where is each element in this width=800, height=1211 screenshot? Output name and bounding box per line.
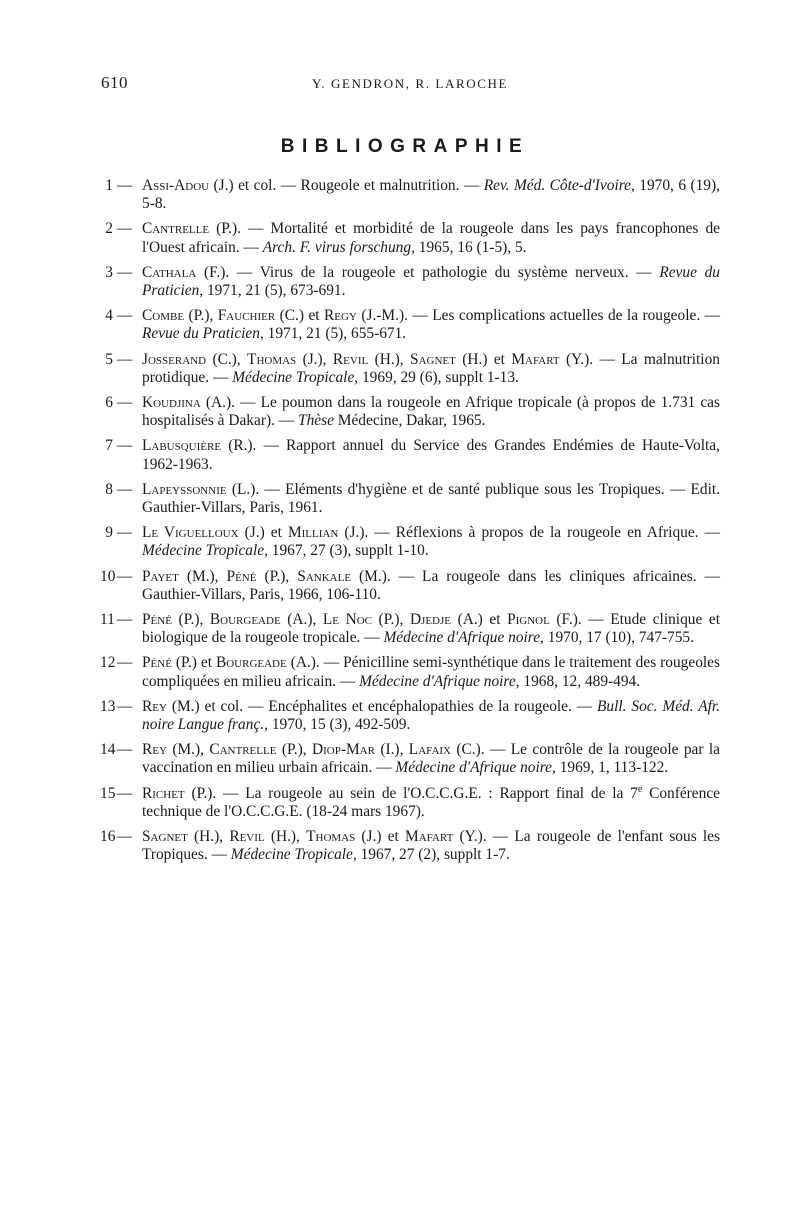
entry-text	[142, 481, 720, 517]
source-title: Médecine d'Afrique noire,	[383, 629, 544, 647]
entry-number: 1 —	[100, 177, 142, 213]
entry-text-part: (R.). — Rapport annuel du Service des Grandes Endémies de Haute-Volta, 1962-1963.	[142, 437, 720, 473]
entry-text	[142, 437, 720, 473]
entry-text	[142, 568, 720, 604]
entry-text-part: (P.),	[256, 567, 298, 585]
entry-number: 7 —	[100, 437, 142, 473]
entry-text-part: (P.),	[371, 611, 410, 629]
entry-text-part: (Y.). — La malnutrition protidique. —	[142, 350, 720, 386]
entry-text-part: 1971, 21 (5), 673-691.	[203, 282, 346, 300]
author-name: Lafaix	[408, 741, 451, 759]
entry-number-value: 9	[105, 524, 113, 542]
entry-text	[142, 611, 720, 647]
entry-number-value: 4	[105, 307, 113, 325]
entry-text-part: 1970, 15 (3), 492-509.	[267, 716, 411, 734]
entry-number: 8 —	[100, 481, 142, 517]
entry-number: 4 —	[100, 307, 142, 343]
entry-number: 3 —	[100, 264, 142, 300]
superscript: e	[637, 783, 643, 795]
entry-text-part: 1969, 29 (6), supplt 1-13.	[358, 368, 519, 386]
author-name: Lapeyssonnie	[142, 480, 227, 498]
source-title: Médecine Tropicale,	[230, 846, 357, 864]
entry-text-part: (M.). — La rougeole dans les cliniques africaines. — Gauthier-Villars, Paris, 1966, 106-110.	[142, 567, 721, 603]
entry-text-part: (H.),	[264, 828, 307, 846]
entry-text-part: (M.) et col. — Encéphalites et encéphalopathies de la rougeole. —	[166, 697, 598, 715]
entry-number-value: 7	[105, 437, 113, 455]
source-title: Médecine Tropicale,	[142, 542, 268, 560]
entry-text-part: (L.). — Eléments d'hygiène et de santé publique sous les Tropiques. — Edit. Gauthier-Villars, Paris, 1961.	[142, 480, 720, 517]
bibliography-entry	[100, 351, 720, 387]
bibliography-entry	[100, 698, 720, 734]
author-name: Rey	[142, 697, 167, 715]
entry-text-part: (P.),	[171, 611, 210, 629]
entry-text-part: Médecine, Dakar, 1965.	[333, 412, 486, 430]
bibliography-entry	[100, 785, 720, 821]
author-name: Sankale	[297, 567, 352, 585]
entry-text-part: (A.). — Pénicilline semi-synthétique dans le traitement des rougeoles compliquées en milieu africain. —	[142, 654, 720, 690]
entry-number: 14 —	[100, 741, 133, 759]
author-name: Le Noc	[322, 611, 372, 629]
author-name: Sagnet	[142, 828, 188, 846]
bibliography-entry	[100, 220, 720, 256]
author-name: Péné	[226, 567, 257, 585]
entry-number-value: 5	[105, 350, 113, 368]
entry-text	[142, 828, 720, 864]
author-name: Koudjina	[142, 394, 201, 412]
entry-text-part: (J.). — Réflexions à propos de la rougeole en Afrique. —	[338, 524, 720, 542]
entry-text-part: (P.),	[276, 741, 313, 759]
entry-text-part: (J.),	[296, 350, 333, 368]
bibliography-entry	[100, 394, 720, 430]
entry-text-part: (M.),	[166, 741, 210, 759]
author-name: Bourgeade	[215, 654, 287, 672]
entry-text-part: 1965, 16 (1-5), 5.	[414, 238, 527, 256]
entry-text-part: (A.) et	[451, 611, 508, 629]
bibliography-list	[100, 177, 720, 872]
source-title: Médecine Tropicale,	[232, 368, 359, 386]
author-name: Assi-Adou	[142, 177, 210, 194]
bibliography-entry	[100, 264, 720, 300]
entry-number-value: 2	[105, 220, 113, 238]
source-title: Arch. F. virus forschung,	[262, 238, 415, 256]
author-name: Cathala	[142, 263, 197, 281]
running-head: Y. GENDRON, R. LAROCHE	[312, 76, 509, 91]
entry-number-value: 11	[100, 611, 115, 629]
bibliography-entry	[100, 307, 720, 343]
entry-text-part: (P.). — La rougeole au sein de l'O.C.C.G.E. : Rapport final de la 7	[184, 784, 638, 802]
author-name: Sagnet	[410, 350, 456, 368]
author-name: Labusquière	[142, 437, 222, 455]
bibliography-entry	[100, 481, 720, 517]
entry-number: 10 —	[100, 567, 133, 585]
entry-text-part: 1970, 17 (10), 747-755.	[543, 629, 694, 647]
source-title: Revue du Praticien,	[142, 325, 264, 343]
author-name: Thomas	[306, 828, 356, 846]
author-name: Richet	[142, 784, 185, 802]
entry-number-value: 12	[100, 654, 116, 672]
entry-text-part: 1971, 21 (5), 655-671.	[263, 325, 407, 343]
entry-text-part: (H.) et	[455, 350, 512, 368]
entry-text	[142, 307, 720, 343]
author-name: Thomas	[247, 350, 297, 368]
entry-number: 11 —	[100, 611, 133, 629]
author-name: Combe	[142, 307, 185, 325]
entry-text-part: (A.),	[280, 611, 323, 629]
entry-number: 2 —	[100, 220, 142, 256]
entry-text	[142, 654, 720, 690]
author-name: Millian	[287, 524, 339, 542]
entry-text-part: (M.),	[178, 567, 227, 585]
entry-text-part: (A.). — Le poumon dans la rougeole en Afrique tropicale (à propos de 1.731 cas hospitalisés à Dakar). —	[142, 394, 720, 430]
author-name: Josserand	[142, 350, 207, 368]
entry-text-part: (H.),	[187, 828, 230, 846]
page-number: 610	[101, 73, 128, 92]
bibliography-entry	[100, 828, 720, 864]
entry-text	[142, 785, 720, 821]
entry-number-value: 15	[100, 784, 116, 802]
source-title: Médecine d'Afrique noire,	[395, 759, 556, 777]
entry-text	[142, 351, 720, 387]
entry-number-value: 3	[105, 263, 113, 281]
author-name: Regy	[324, 307, 357, 325]
entry-text-part: 1970, 6 (19), 5-8.	[142, 177, 720, 213]
entry-text-part: (P.) et	[171, 654, 216, 672]
entry-text-part: (P.). — Mortalité et morbidité de la rougeole dans les pays francophones de l'Ouest africain. —	[142, 220, 720, 256]
entry-text-part: (H.),	[368, 350, 411, 368]
bibliography-entry	[100, 741, 720, 777]
author-name: Djedje	[409, 611, 451, 629]
entry-text-part: (C.) et	[275, 307, 325, 325]
entry-number: 9 —	[100, 524, 142, 560]
entry-number: 16 —	[100, 828, 133, 846]
entry-number: 13 —	[100, 697, 133, 715]
bibliography-entry	[100, 524, 720, 560]
source-title: Revue du Praticien,	[142, 263, 721, 300]
entry-text-part: (J.) et	[238, 524, 288, 542]
entry-text-part: (F.). — Etude clinique et biologique de la rougeole tropicale. —	[142, 611, 720, 647]
entry-number: 12 —	[100, 654, 133, 672]
entry-text-part: (I.),	[374, 741, 409, 759]
bibliography-entry	[100, 177, 720, 213]
entry-number-value: 6	[105, 394, 113, 412]
author-name: Cantrelle	[142, 220, 210, 238]
entry-text-part: 1969, 1, 113-122.	[555, 759, 669, 777]
entry-number-value: 8	[105, 480, 113, 498]
author-name: Péné	[142, 654, 172, 672]
entry-number-value: 14	[100, 741, 116, 759]
entry-text-part: (P.),	[184, 307, 218, 325]
author-name: Fauchier	[217, 307, 276, 325]
entry-text-part: (J.) et	[355, 828, 406, 846]
entry-text-part: 1967, 27 (3), supplt 1-10.	[267, 542, 429, 560]
entry-text-part: 1968, 12, 489-494.	[519, 672, 641, 690]
entry-number-value: 16	[100, 828, 116, 846]
entry-number: 5 —	[100, 351, 142, 387]
entry-text-part: (C.). — Le contrôle de la rougeole par la vaccination en milieu urbain africain. —	[142, 741, 720, 777]
author-name: Rey	[142, 741, 167, 759]
author-name: Cantrelle	[209, 741, 277, 759]
author-name: Mafart	[405, 828, 454, 846]
source-title: Rev. Méd. Côte-d'Ivoire,	[483, 177, 635, 194]
bibliography-entry	[100, 611, 720, 647]
entry-number: 15 —	[100, 784, 133, 802]
entry-text-part: Conférence technique de l'O.C.C.G.E. (18-24 mars 1967).	[142, 784, 720, 820]
source-title: Bull. Soc. Méd. Afr. noire Langue franç.,	[142, 697, 721, 734]
author-name: Diop-Mar	[312, 741, 375, 759]
entry-text	[142, 264, 720, 300]
author-name: Revil	[229, 828, 265, 846]
entry-text-part: (C.),	[206, 350, 248, 368]
entry-text	[142, 394, 720, 430]
author-name: Revil	[332, 350, 369, 368]
source-title: Thèse	[298, 412, 334, 430]
author-name: Bourgeade	[209, 611, 281, 629]
bibliography-entry	[100, 437, 720, 473]
entry-text	[142, 698, 720, 734]
entry-text-part: (F.). — Virus de la rougeole et pathologie du système nerveux. —	[196, 263, 660, 281]
author-name: Péné	[142, 611, 172, 629]
entry-text	[142, 220, 720, 256]
entry-text	[142, 177, 720, 213]
bibliography-entry	[100, 568, 720, 604]
entry-text	[142, 741, 720, 777]
entry-text-part: (J.-M.). — Les complications actuelles de la rougeole. —	[356, 307, 721, 325]
entry-text-part: 1967, 27 (2), supplt 1-7.	[356, 846, 510, 864]
entry-text-part: (J.) et col. — Rougeole et malnutrition. —	[209, 177, 484, 194]
source-title: Médecine d'Afrique noire,	[359, 672, 520, 690]
entry-text-part: (Y.). — La rougeole de l'enfant sous les Tropiques. —	[142, 828, 720, 864]
entry-number-value: 13	[100, 697, 116, 715]
author-name: Mafart	[511, 350, 560, 368]
entry-number-value: 1	[105, 177, 113, 194]
entry-text	[142, 524, 720, 560]
section-title: BIBLIOGRAPHIE	[280, 136, 530, 157]
author-name: Payet	[142, 567, 179, 585]
author-name: Pignol	[507, 611, 550, 629]
author-name: Le Viguelloux	[142, 524, 239, 542]
entry-number: 6 —	[100, 394, 142, 430]
bibliography-entry	[100, 654, 720, 690]
entry-number-value: 10	[100, 567, 116, 585]
